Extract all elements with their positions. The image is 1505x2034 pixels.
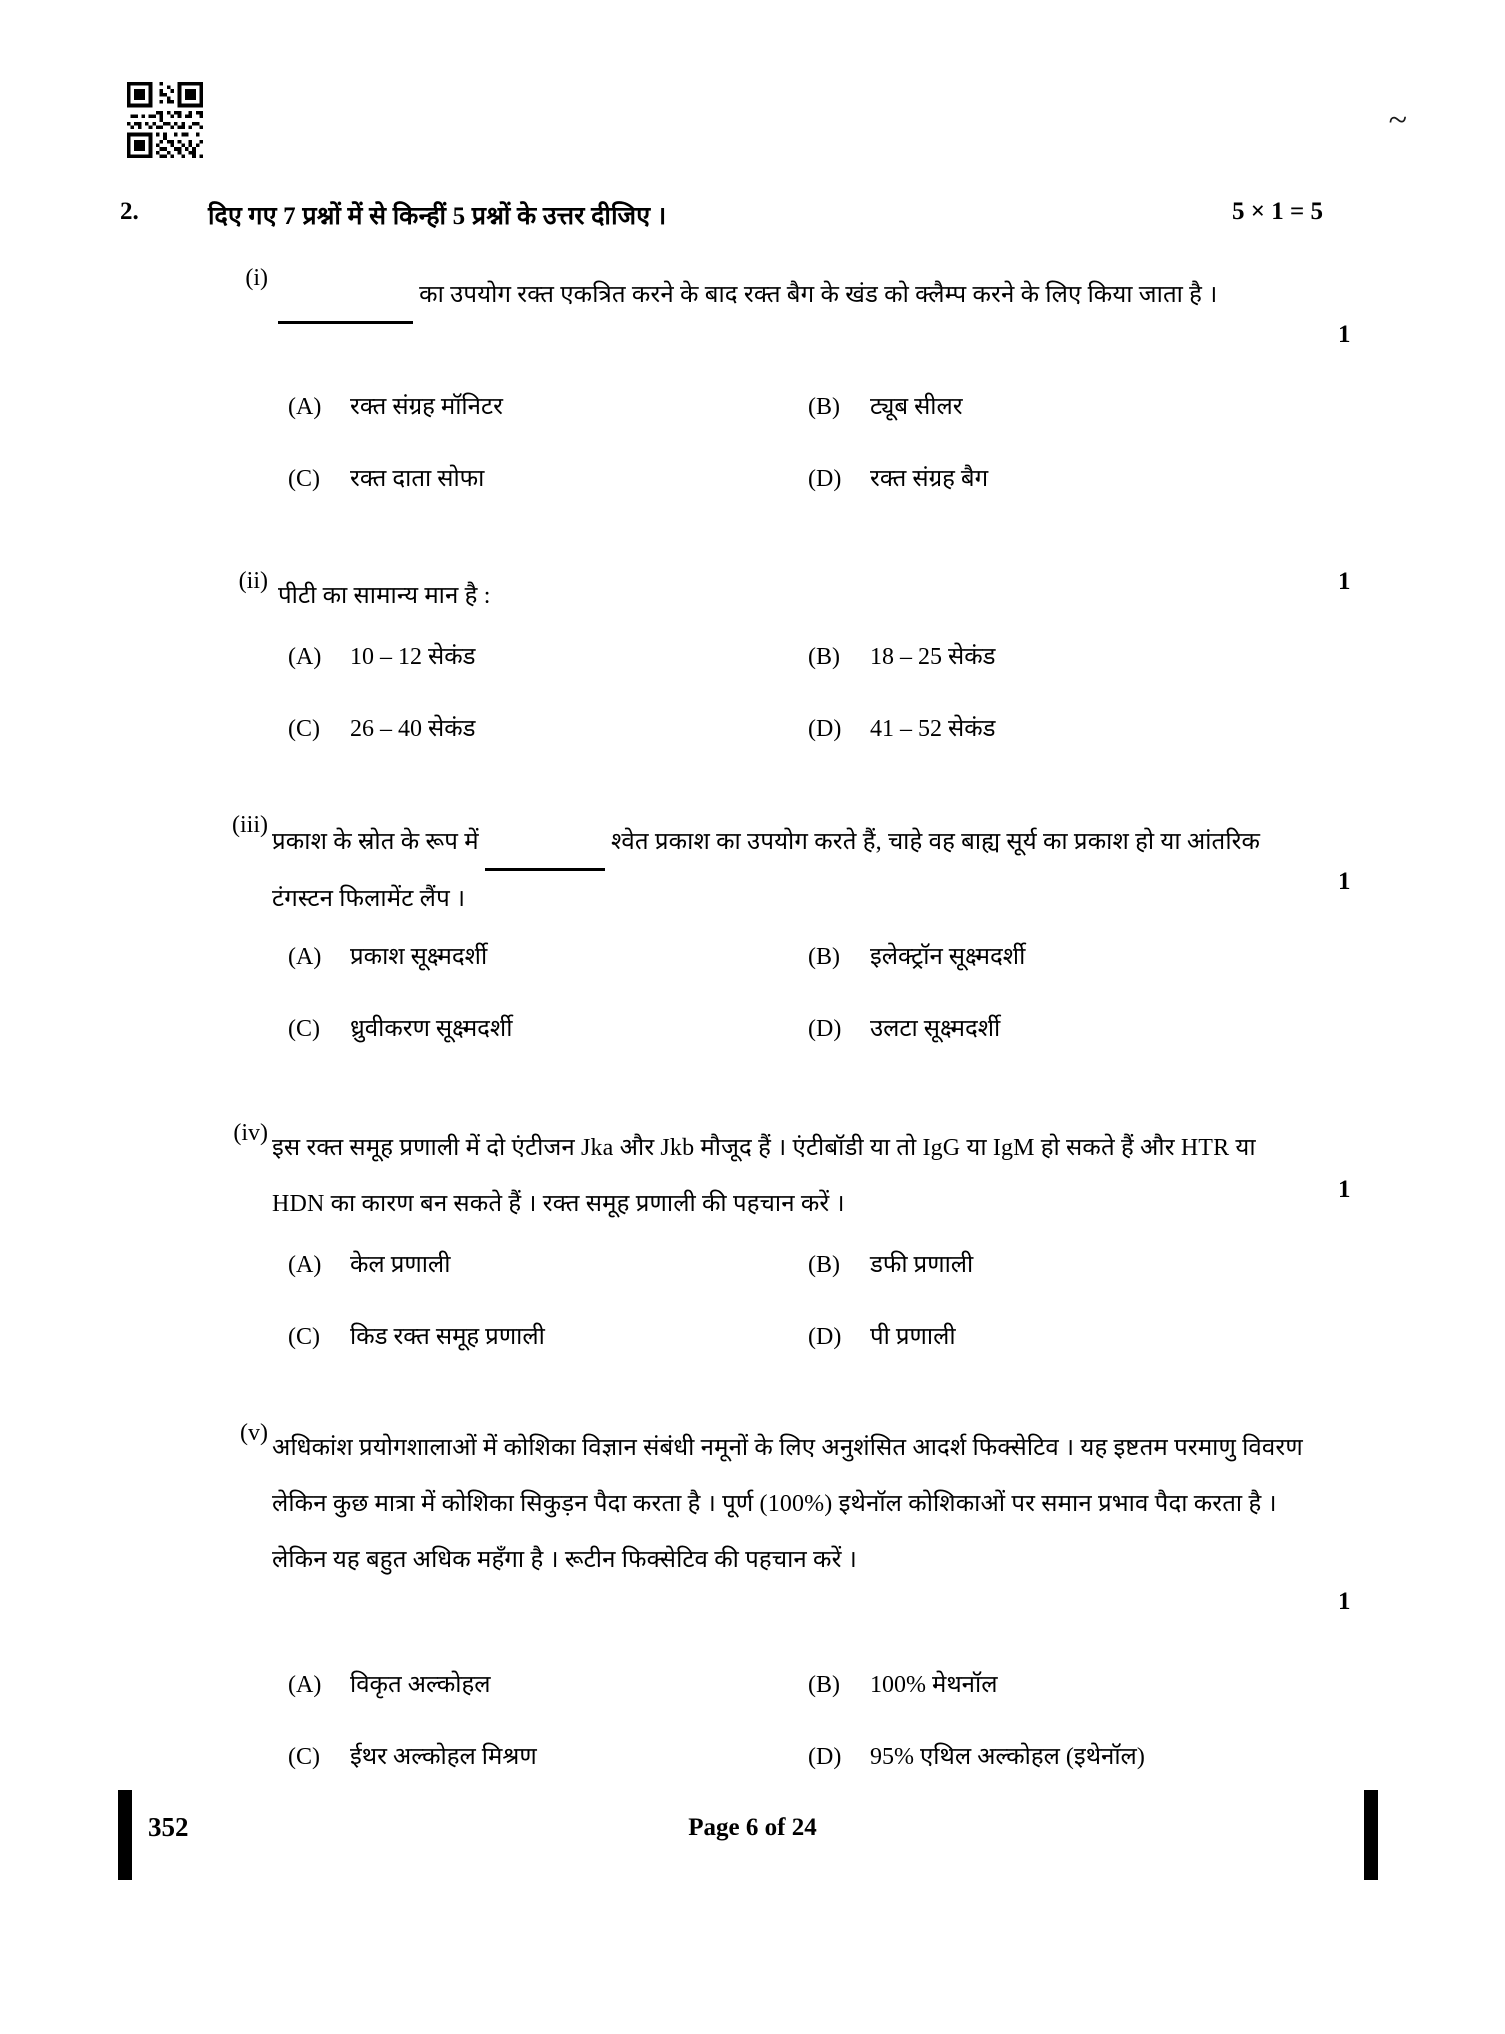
paper-code: 352 bbox=[148, 1812, 189, 1842]
sub-question-text-i: का उपयोग रक्त एकत्रित करने के बाद रक्त बैग के खंड को क्लैम्प करने के लिए किया जाता है । bbox=[278, 265, 1308, 324]
question-instruction: दिए गए 7 प्रश्नों में से किन्हीं 5 प्रश्नों के उत्तर दीजिए । bbox=[208, 203, 667, 230]
option-label: (D) bbox=[808, 1324, 842, 1350]
option-ii-d[interactable] bbox=[808, 712, 996, 746]
option-v-b[interactable] bbox=[808, 1668, 998, 1702]
option-label: (B) bbox=[808, 1672, 840, 1698]
option-label: (C) bbox=[288, 1324, 320, 1350]
option-label: (C) bbox=[288, 1744, 320, 1770]
option-ii-c[interactable] bbox=[288, 712, 476, 746]
option-label: (A) bbox=[288, 394, 322, 420]
option-label: (A) bbox=[288, 1252, 322, 1278]
option-text: 100% मेथनॉल bbox=[870, 1672, 998, 1698]
option-label: (A) bbox=[288, 644, 322, 670]
option-text: केल प्रणाली bbox=[350, 1252, 451, 1278]
qr-code-icon bbox=[127, 82, 203, 158]
option-ii-b[interactable] bbox=[808, 640, 996, 674]
option-text: 41 – 52 सेकंड bbox=[870, 716, 996, 742]
option-iii-d[interactable] bbox=[808, 1012, 1000, 1046]
option-i-c[interactable] bbox=[288, 462, 484, 496]
option-text: ईथर अल्कोहल मिश्रण bbox=[350, 1744, 537, 1770]
sub-question-roman-ii: (ii) bbox=[238, 568, 268, 594]
sub-question-text-ii: पीटी का सामान्य मान है : bbox=[278, 583, 491, 609]
sub-question-mark-i: 1 bbox=[1338, 321, 1351, 348]
option-text: 10 – 12 सेकंड bbox=[350, 644, 476, 670]
option-label: (B) bbox=[808, 1252, 840, 1278]
option-text: उलटा सूक्ष्मदर्शी bbox=[870, 1016, 1001, 1042]
sub-question-mark-ii: 1 bbox=[1338, 568, 1351, 595]
option-text: पी प्रणाली bbox=[870, 1324, 956, 1350]
option-text: ध्रुवीकरण सूक्ष्मदर्शी bbox=[350, 1016, 513, 1042]
option-iii-c[interactable] bbox=[288, 1012, 512, 1046]
option-text: डफी प्रणाली bbox=[870, 1252, 974, 1278]
option-iv-c[interactable] bbox=[288, 1320, 545, 1354]
option-text: प्रकाश सूक्ष्मदर्शी bbox=[350, 944, 488, 970]
sub-question-mark-iv: 1 bbox=[1338, 1176, 1351, 1203]
option-label: (B) bbox=[808, 394, 840, 420]
fill-blank-i bbox=[278, 265, 413, 324]
option-iv-d[interactable] bbox=[808, 1320, 956, 1354]
option-i-d[interactable] bbox=[808, 462, 988, 496]
option-label: (D) bbox=[808, 1744, 842, 1770]
option-v-c[interactable] bbox=[288, 1740, 537, 1774]
option-text: 18 – 25 सेकंड bbox=[870, 644, 996, 670]
corner-mark: ~ bbox=[1388, 102, 1407, 139]
option-i-b[interactable] bbox=[808, 390, 963, 424]
sub-question-roman-iv: (iv) bbox=[233, 1120, 268, 1146]
option-label: (C) bbox=[288, 466, 320, 492]
option-text: रक्त संग्रह मॉनिटर bbox=[350, 394, 503, 420]
sub-question-mark-iii: 1 bbox=[1338, 868, 1351, 895]
option-label: (B) bbox=[808, 644, 840, 670]
option-text: रक्त दाता सोफा bbox=[350, 466, 485, 492]
sub-question-text-v: अधिकांश प्रयोगशालाओं में कोशिका विज्ञान संबंधी नमूनों के लिए अनुशंसित आदर्श फिक्सेटिव । यह इष्टतम परमाणु विवरण लेकिन कुछ मात्रा में कोशिका सिकुड़न पैदा करता है । पूर्ण (100%) इथेनॉल कोशिकाओं पर समान प्रभाव पैदा करता है । लेकिन यह बहुत अधिक महँगा है । रूटीन फिक्सेटिव की पहचान करें । bbox=[272, 1435, 1303, 1573]
sub-question-roman-iii: (iii) bbox=[232, 812, 268, 838]
question-number: 2. bbox=[120, 198, 139, 225]
option-iii-a[interactable] bbox=[288, 940, 487, 974]
option-label: (C) bbox=[288, 716, 320, 742]
sub-question-mark-v: 1 bbox=[1338, 1588, 1351, 1615]
option-text: विकृत अल्कोहल bbox=[350, 1672, 491, 1698]
option-label: (D) bbox=[808, 716, 842, 742]
sub-question-roman-i: (i) bbox=[245, 265, 268, 291]
option-label: (D) bbox=[808, 1016, 842, 1042]
option-text: किड रक्त समूह प्रणाली bbox=[350, 1324, 545, 1350]
option-iv-b[interactable] bbox=[808, 1248, 973, 1282]
option-iii-b[interactable] bbox=[808, 940, 1025, 974]
option-label: (A) bbox=[288, 1672, 322, 1698]
option-text: इलेक्ट्रॉन सूक्ष्मदर्शी bbox=[870, 944, 1026, 970]
option-text: 26 – 40 सेकंड bbox=[350, 716, 476, 742]
option-label: (D) bbox=[808, 466, 842, 492]
option-iv-a[interactable] bbox=[288, 1248, 450, 1282]
option-text: 95% एथिल अल्कोहल (इथेनॉल) bbox=[870, 1744, 1145, 1770]
option-ii-a[interactable] bbox=[288, 640, 476, 674]
option-text: ट्यूब सीलर bbox=[870, 394, 963, 420]
option-label: (B) bbox=[808, 944, 840, 970]
page-label: Page 6 of 24 bbox=[688, 1814, 817, 1841]
sub-question-text-iv: इस रक्त समूह प्रणाली में दो एंटीजन Jka और Jkb मौजूद हैं । एंटीबॉडी या तो IgG या IgM हो सकते हैं और HTR या HDN का कारण बन सकते हैं । रक्त समूह प्रणाली की पहचान करें । bbox=[272, 1135, 1256, 1217]
option-v-a[interactable] bbox=[288, 1668, 491, 1702]
option-i-a[interactable] bbox=[288, 390, 503, 424]
question-marks-formula: 5 × 1 = 5 bbox=[1232, 198, 1323, 225]
sub-question-text-iii: प्रकाश के स्रोत के रूप में श्वेत प्रकाश का उपयोग करते हैं, चाहे वह बाह्य सूर्य का प्रकाश हो या आंतरिक टंगस्टन फिलामेंट लैंप । bbox=[272, 812, 1312, 927]
option-label: (A) bbox=[288, 944, 322, 970]
sub-question-roman-v: (v) bbox=[240, 1420, 268, 1446]
option-label: (C) bbox=[288, 1016, 320, 1042]
option-text: रक्त संग्रह बैग bbox=[870, 466, 989, 492]
option-v-d[interactable] bbox=[808, 1740, 1145, 1774]
fill-blank-iii bbox=[485, 812, 605, 871]
